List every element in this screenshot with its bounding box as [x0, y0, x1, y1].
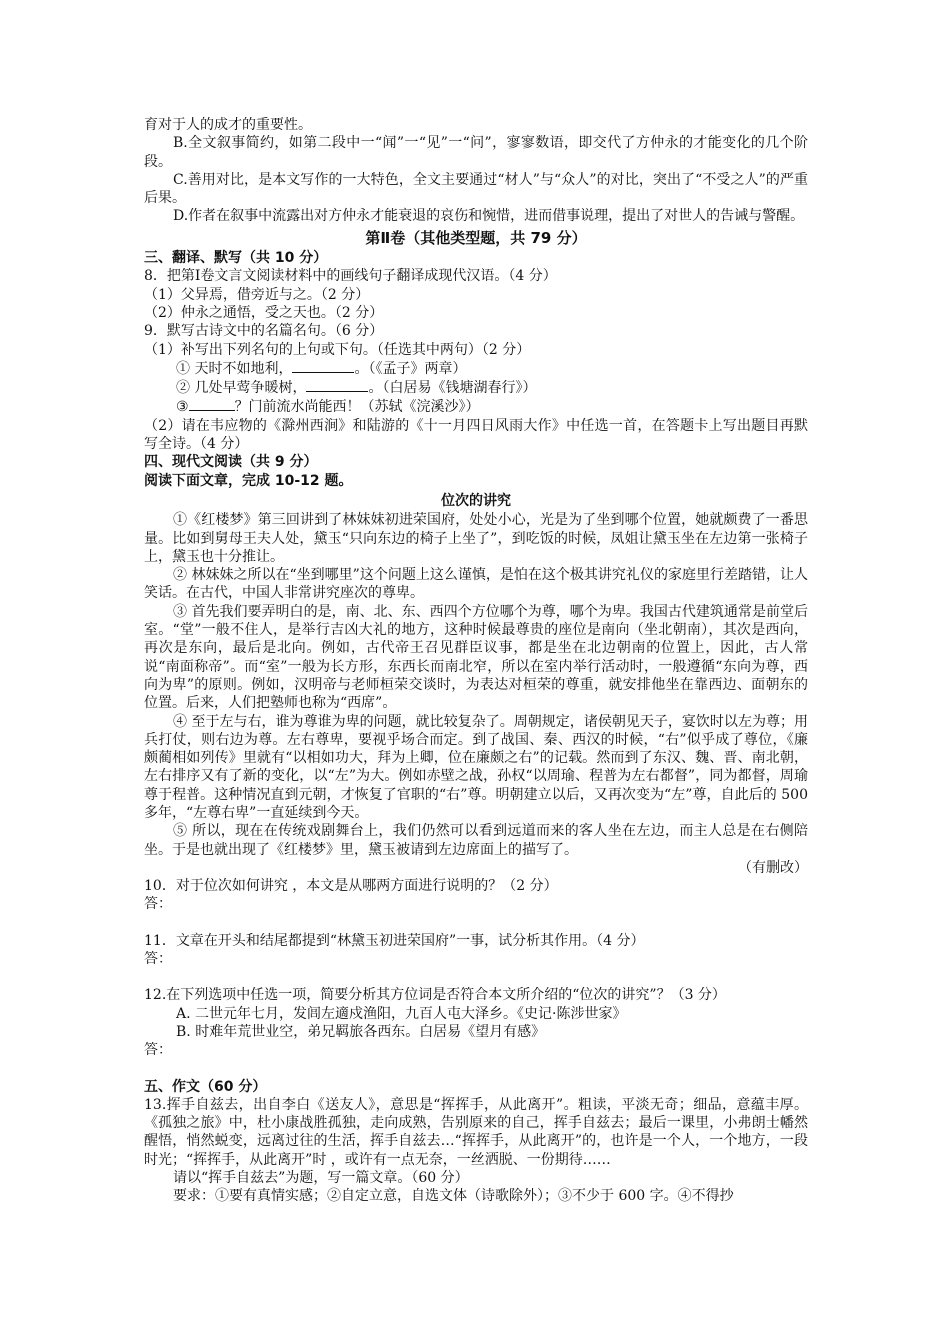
article-para-5: ⑤ 所以，现在在传统戏剧舞台上，我们仍然可以看到远道而来的客人坐在左边，而主人总是在右侧陪坐。于是也就出现了《红楼梦》里，黛玉被请到左边席面上的描写了。	[144, 823, 808, 858]
question-8: 8．把第Ⅰ卷文言文阅读材料中的画线句子翻译成现代汉语。（4 分）	[144, 268, 557, 285]
q9-1c-suffix: ？门前流水尚能西！（苏轼《浣溪沙》）	[234, 399, 480, 416]
question-8-1: （1）父异焉，借旁近与之。（2 分）	[144, 286, 370, 303]
section5-heading: 五、作文（60 分）	[144, 1078, 267, 1095]
question-9: 9．默写古诗文中的名篇名句。（6 分）	[144, 323, 384, 340]
question-13: 13.挥手自兹去，出自李白《送友人》，意思是“挥挥手，从此离开”。粗读，平淡无奇；细品，意蕴丰厚。《孤独之旅》中，杜小康战胜孤独，走向成熟，告别原来的自己，挥手自兹去；最后一课里，小弗朗士幡然醒悟，悄然蜕变，远离过往的生活，挥手自兹去…“挥挥手，从此离开”的，也许是一个人，一个地方，一段时光；“挥挥手，从此离开”时 ，或许有一点无奈，一丝洒脱、一份期待……	[144, 1096, 808, 1168]
fill-blank-1[interactable]	[292, 359, 354, 373]
article-para-3: ③ 首先我们要弄明白的是，南、北、东、西四个方位哪个为尊，哪个为卑。我国古代建筑通常是前堂后室。“堂”一般不住人，是举行吉凶大礼的地方，这种时候最尊贵的座位是南向（坐北朝南），其次是西向，再次是东向，最后是北向。例如，古代帝王召见群臣议事，都是坐在北边朝南的位置上，因此，古人常说“南面称帝”。而“室”一般为长方形，东西长而南北窄，所以在室内举行活动时，一般遵循“东向为尊，西向为卑”的原则。例如，汉明帝与老师桓荣交谈时，为表达对桓荣的尊重，就安排他坐在靠西边、面朝东的位置。后来，人们把塾师也称为“西席”。	[144, 603, 808, 712]
part2-title: 第Ⅱ卷（其他类型题，共 79 分）	[365, 228, 587, 247]
question-8-2: （2）仲永之通悟，受之天也。（2 分）	[144, 304, 384, 321]
q9-1a-suffix: 。（《孟子》两章）	[354, 360, 467, 377]
edit-note: （有删改）	[738, 859, 808, 876]
answer-11-label[interactable]: 答：	[144, 951, 172, 968]
q9-1c-prefix: ③	[176, 399, 189, 416]
option-a-tail: 育对于人的成才的重要性。	[144, 117, 312, 133]
fill-blank-3[interactable]	[189, 397, 235, 411]
option-d: D.作者在叙事中流露出对方仲永才能衰退的哀伤和惋惜，进而借事说理，提出了对世人的告诫与警醒。	[173, 208, 805, 225]
question-11: 11．文章在开头和结尾都提到“林黛玉初进荣国府”一事，试分析其作用。（4 分）	[144, 932, 645, 949]
section4-heading: 四、现代文阅读（共 9 分）	[144, 454, 318, 471]
fill-blank-2[interactable]	[306, 378, 368, 392]
question-12-option-a: A. 二世元年七月，发闾左適戍渔阳，九百人屯大泽乡。《史记·陈涉世家》	[176, 1005, 627, 1022]
question-12: 12.在下列选项中任选一项，简要分析其方位词是否符合本文所介绍的“位次的讲究”？（3 分）	[144, 987, 726, 1004]
section3-heading: 三、翻译、默写（共 10 分）	[144, 250, 328, 267]
option-b: B.全文叙事简约，如第二段中一“闻”一“见”一“问”，寥寥数语，即交代了方仲永的才能变化的几个阶段。	[144, 135, 808, 170]
q9-1a-prefix: ① 天时不如地利，	[176, 360, 293, 377]
question-9-2: （2）请在韦应物的《滁州西涧》和陆游的《十一月四日风雨大作》中任选一首，在答题卡上写出题目再默写全诗。（4 分）	[144, 417, 808, 453]
essay-prompt: 请以“挥手自兹去”为题，写一篇文章。（60 分）	[173, 1170, 469, 1187]
question-10: 10．对于位次如何讲究 ，本文是从哪两方面进行说明的？（2 分）	[144, 878, 558, 895]
q9-1b-suffix: 。（白居易《钱塘湖春行》）	[368, 380, 537, 397]
question-9-1a	[144, 359, 808, 378]
reading-instruction: 阅读下面文章，完成 10-12 题。	[144, 472, 353, 489]
essay-requirements: 要求：①要有真情实感；②自定立意，自选文体（诗歌除外）；③不少于 600 字。④不得抄	[173, 1188, 734, 1205]
question-12-option-b: B. 时难年荒世业空，弟兄羁旅各西东。白居易《望月有感》	[176, 1023, 546, 1040]
answer-10-label[interactable]: 答：	[144, 896, 172, 913]
answer-12-label[interactable]: 答：	[144, 1042, 172, 1059]
article-para-2: ② 林妹妹之所以在“坐到哪里”这个问题上这么谨慎，是怕在这个极其讲究礼仪的家庭里行差踏错，让人笑话。在古代，中国人非常讲究座次的尊卑。	[144, 567, 808, 602]
question-9-1c	[144, 397, 808, 416]
option-c: C.善用对比，是本文写作的一大特色，全文主要通过“材人”与“众人”的对比，突出了“不受之人”的严重后果。	[144, 171, 808, 207]
article-para-4: ④ 至于左与右，谁为尊谁为卑的问题，就比较复杂了。周朝规定，诸侯朝见天子，宴饮时以左为尊；用兵打仗，则右边为尊。左右尊卑，要视乎场合而定。到了战国、秦、西汉的时候，“右”似乎成了尊位，《廉颇蔺相如列传》里就有“以相如功大，拜为上卿，位在廉颇之右”的记载。然而到了东汉、魏、晋、南北朝，左右排序又有了新的变化，以“左”为大。例如赤壁之战，孙权“以周瑜、程普为左右都督”，同为都督，周瑜尊于程普。这种情况直到元朝，才恢复了官职的“右”尊。明朝建立以后，又再次变为“左”尊，自此后的 500 多年，“左尊右卑”一直延续到今天。	[144, 713, 808, 821]
question-9-1: （1）补写出下列名句的上句或下句。（任选其中两句）（2 分）	[144, 341, 531, 358]
question-9-1b	[144, 378, 808, 397]
article-title: 位次的讲究	[441, 492, 511, 509]
article-para-1: ①《红楼梦》第三回讲到了林妹妹初进荣国府，处处小心，光是为了坐到哪个位置，她就颇费了一番思量。比如到舅母王夫人处，黛玉“只向东边的椅子上坐了”，到吃饭的时候，凤姐让黛玉坐在左边第一张椅子上，黛玉也十分推让。	[144, 512, 808, 565]
q9-1b-prefix: ② 几处早莺争暖树，	[176, 380, 307, 397]
exam-page	[144, 116, 808, 1206]
